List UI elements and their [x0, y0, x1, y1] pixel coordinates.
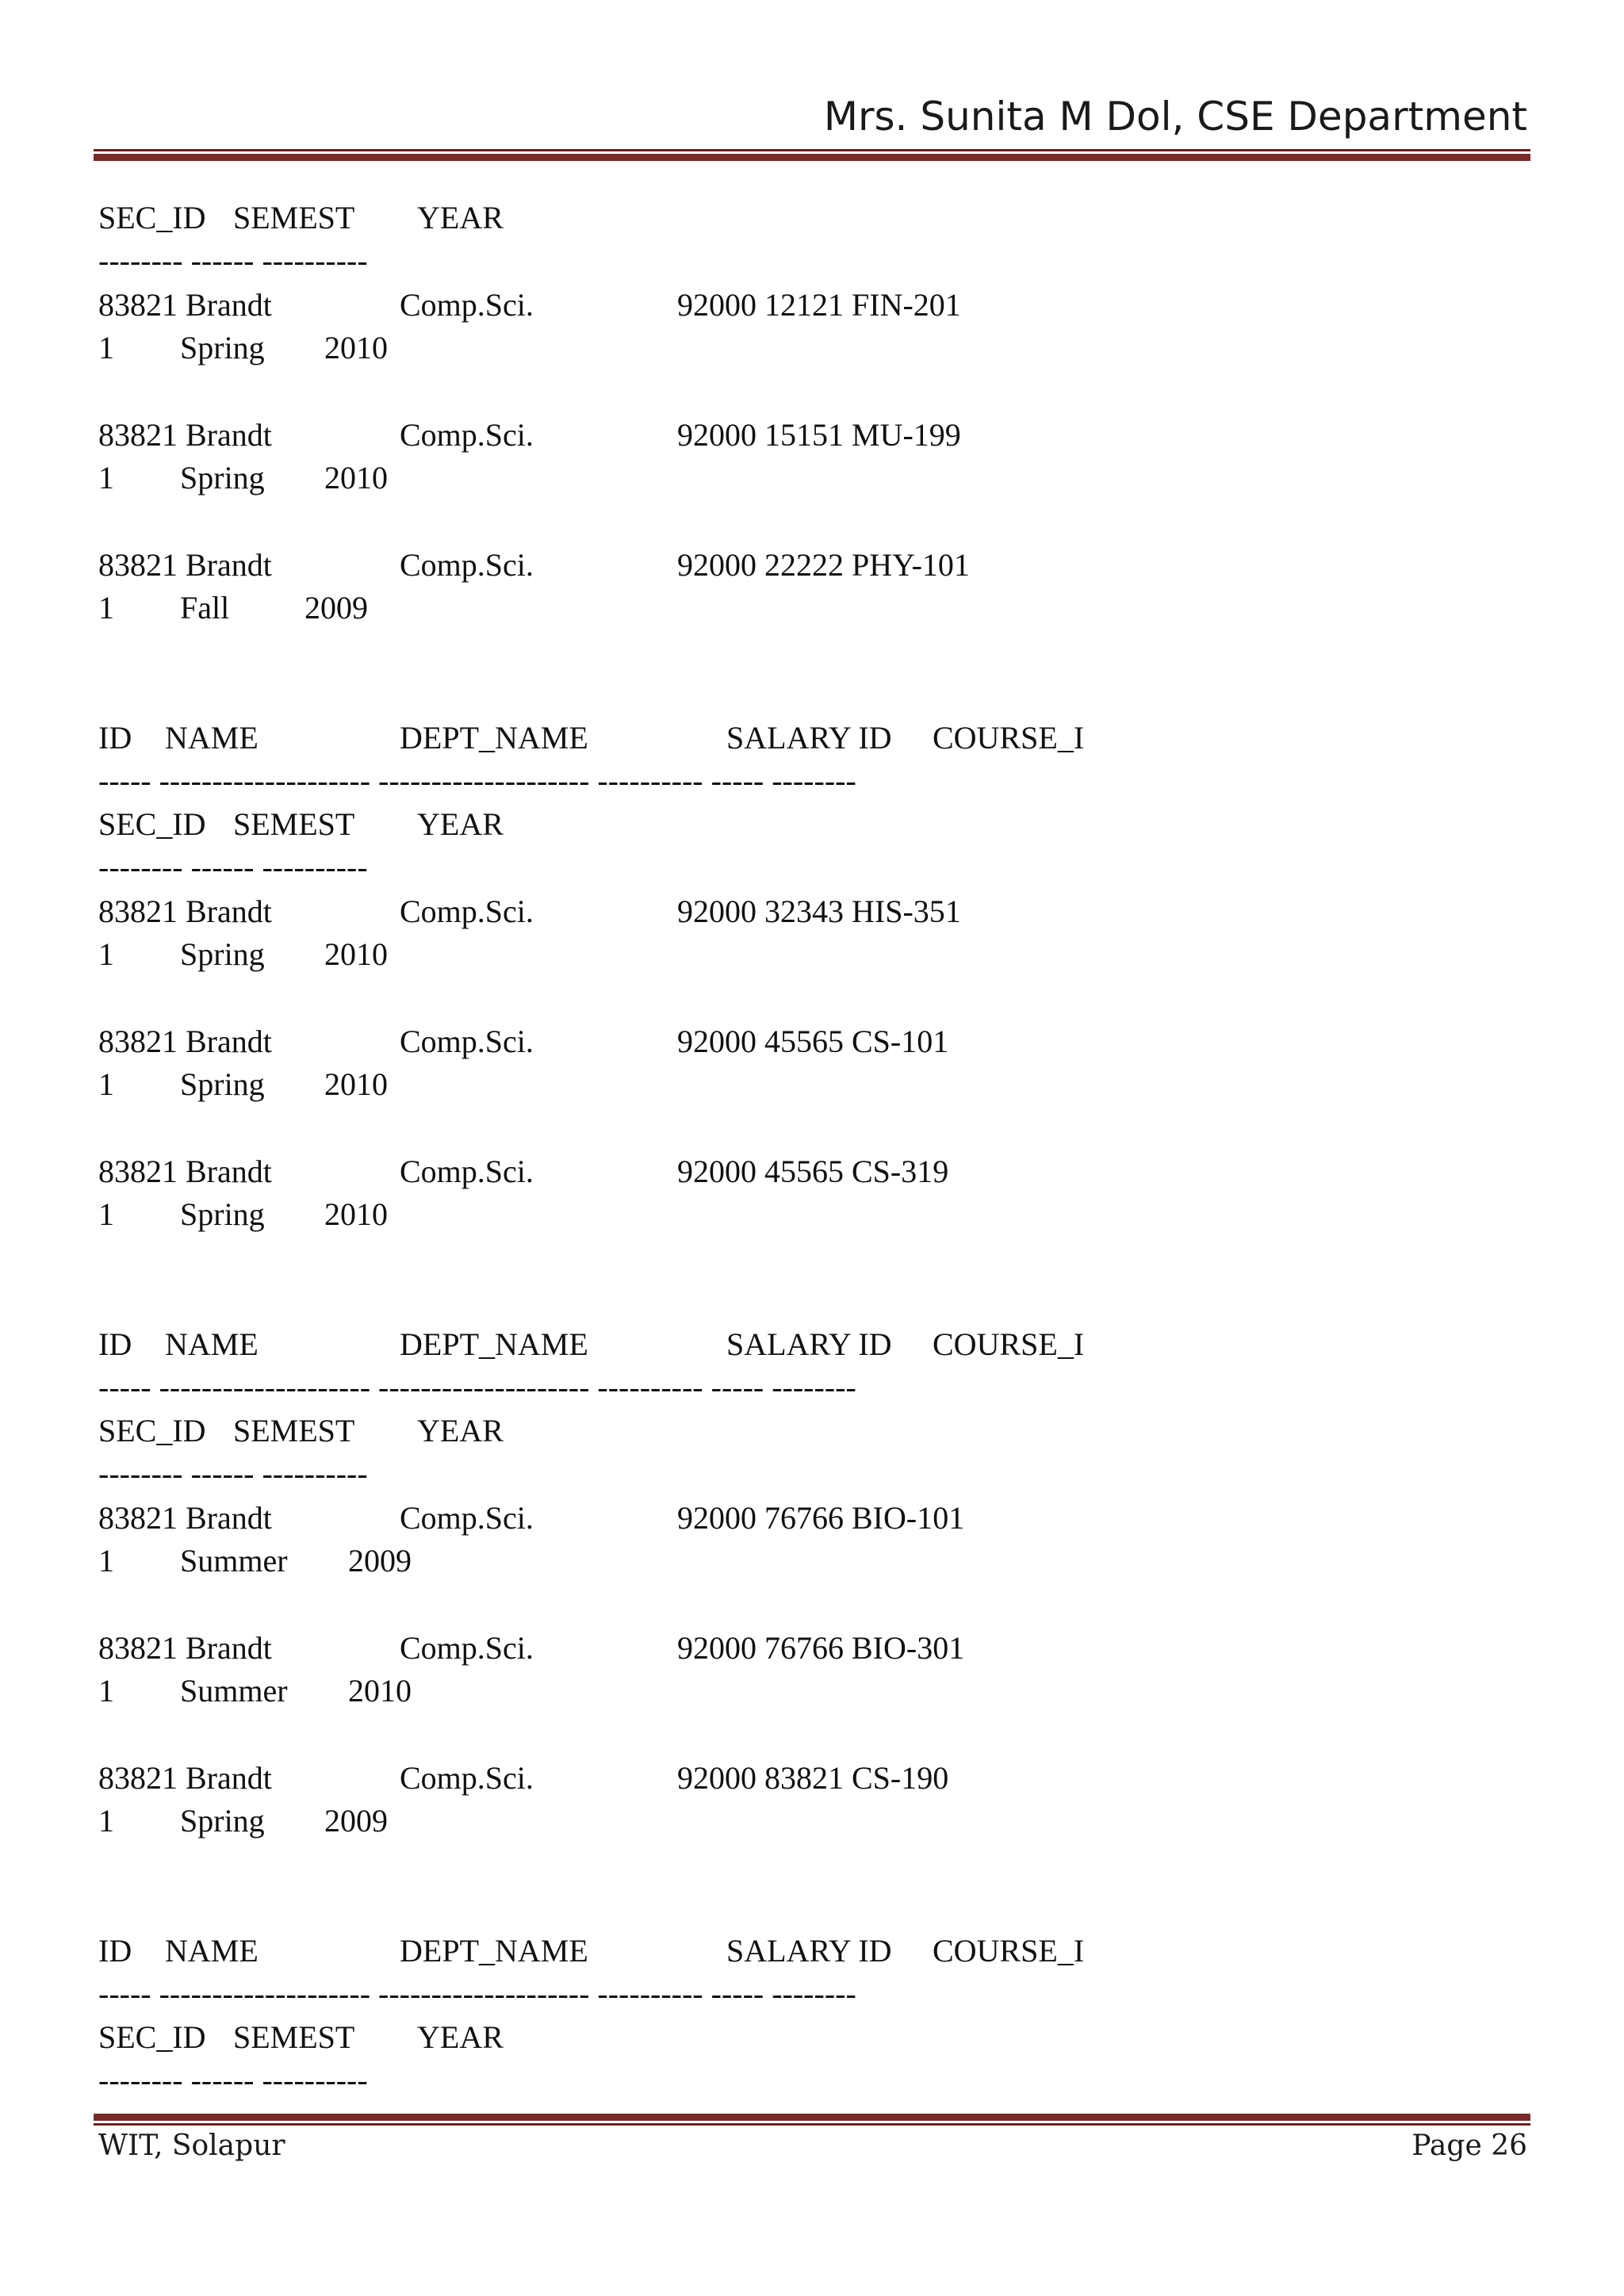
col-sec-id: SEC_ID [98, 200, 206, 235]
dash-row-1: ----- -------------------- -------------------- ---------- ----- -------- [98, 1369, 856, 1405]
footer-page-number: Page 26 [1411, 2130, 1527, 2162]
footer-institution: WIT, Solapur [98, 2130, 285, 2162]
col-year: YEAR [417, 200, 504, 235]
dash-row-1: ----- -------------------- -------------------- ---------- ----- -------- [98, 1976, 856, 2011]
dash-row-2: -------- ------ ---------- [98, 243, 368, 278]
footer-divider [94, 2114, 1530, 2126]
col-semest: SEMEST [233, 200, 355, 235]
dash-row-2: -------- ------ ---------- [98, 1456, 368, 1491]
header-divider [94, 149, 1530, 161]
dash-row-1: ----- -------------------- -------------------- ---------- ----- -------- [98, 763, 856, 798]
header-title: Mrs. Sunita M Dol, CSE Department [823, 94, 1527, 140]
dash-row-2: -------- ------ ---------- [98, 2062, 368, 2098]
dash-row-2: -------- ------ ---------- [98, 849, 368, 885]
